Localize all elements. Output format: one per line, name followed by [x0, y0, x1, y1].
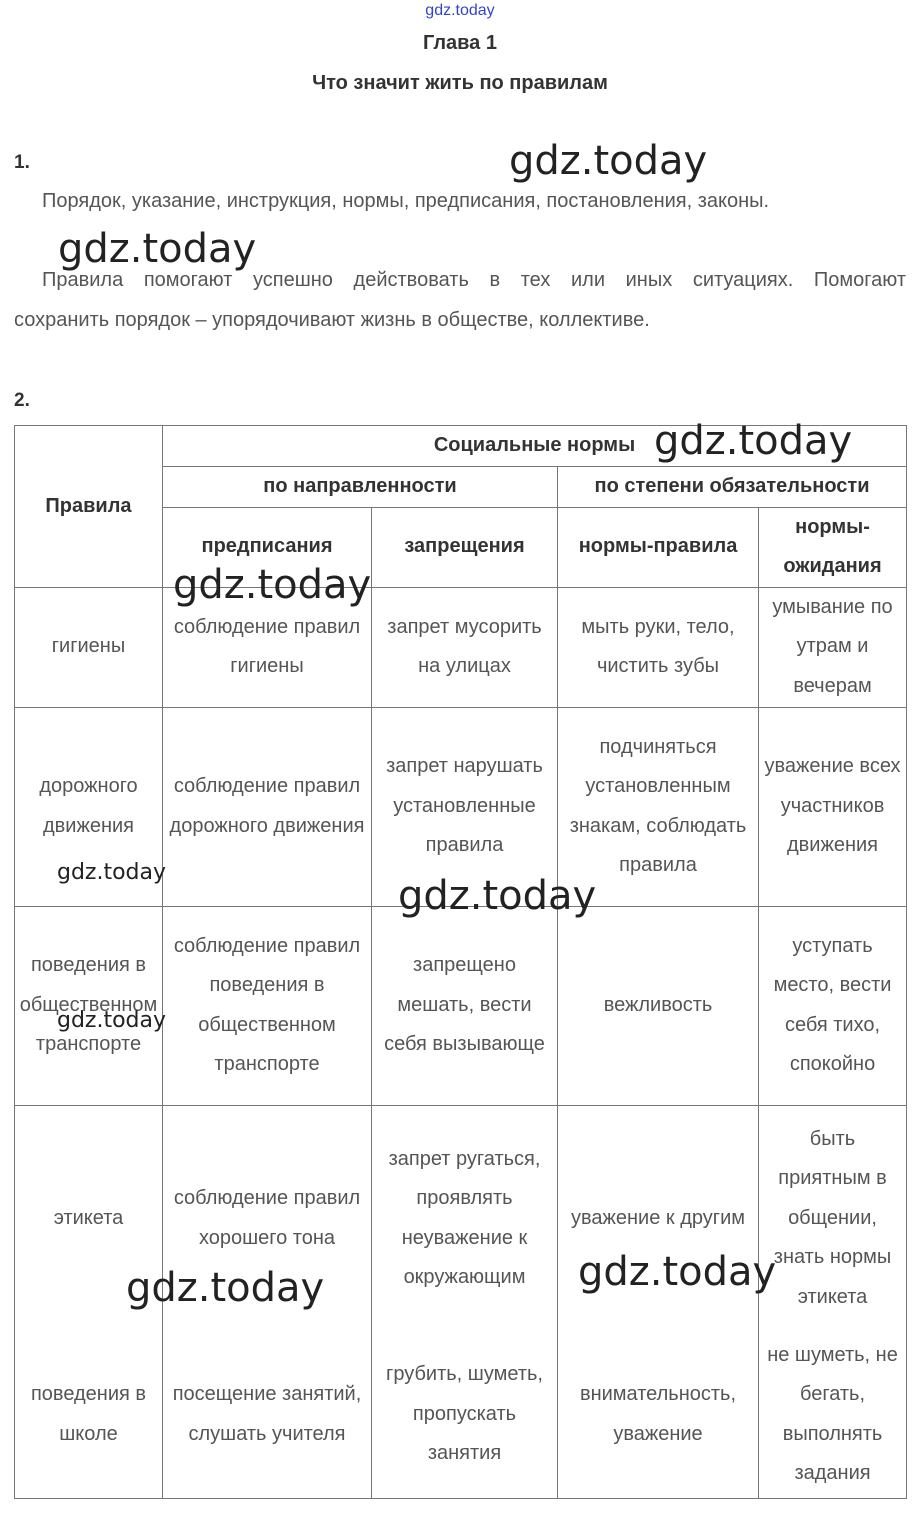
- row-rule: гигиены: [15, 587, 163, 707]
- table-row-public-transport: [15, 906, 907, 1105]
- row-rule: дорожного движения: [15, 707, 163, 906]
- row-norm-rule: внимательность, уважение: [579, 1383, 737, 1445]
- row-norm-expectation: умывание по утрам и вечерам: [759, 587, 907, 707]
- watermark: gdz.today: [57, 1008, 167, 1033]
- chapter-heading: Глава 1: [422, 32, 497, 54]
- column-norms-rules: нормы-правила: [558, 507, 759, 587]
- watermark: gdz.today: [58, 226, 257, 272]
- social-norms-table: [14, 425, 907, 1499]
- row-norm-expectation: уступать место, вести себя тихо, спокойно: [759, 906, 907, 1105]
- row-norm-rule: подчиняться установленным знакам, соблюдать правила: [558, 707, 759, 906]
- chapter-title: Что значит жить по правилам: [312, 72, 608, 94]
- row-prescription: соблюдение правил хорошего тона: [173, 1187, 361, 1249]
- row-rule: этикета: [53, 1206, 124, 1229]
- table-row-etiquette-and-school: [15, 1105, 907, 1498]
- row-rule: поведения в школе: [30, 1383, 147, 1445]
- row-norm-rule: вежливость: [558, 906, 759, 1105]
- row-norm-rule: мыть руки, тело, чистить зубы: [558, 587, 759, 707]
- task1-number: 1.: [14, 152, 30, 173]
- row-prescription: соблюдение правил гигиены: [163, 587, 372, 707]
- top-watermark: gdz.today: [425, 2, 495, 19]
- row-prohibition: запрет мусорить на улицах: [372, 587, 558, 707]
- row-norm-expectation: быть приятным в общении, знать нормы этикета: [773, 1127, 892, 1308]
- watermark: gdz.today: [57, 860, 167, 885]
- header-by-direction: по направленности: [163, 466, 558, 507]
- row-prohibition: запрещено мешать, вести себя вызывающе: [372, 906, 558, 1105]
- row-norm-expectation: уважение всех участников движения: [759, 707, 907, 906]
- row-prescription: соблюдение правил поведения в общественном транспорте: [163, 906, 372, 1105]
- watermark: gdz.today: [578, 1249, 777, 1295]
- watermark: gdz.today: [173, 562, 372, 608]
- row-prohibition: грубить, шуметь, пропускать занятия: [386, 1363, 543, 1465]
- column-prescriptions: предписания: [163, 507, 372, 587]
- column-norms-expectations: нормы-ожидания: [759, 507, 907, 587]
- row-norm-rule: уважение к другим: [570, 1206, 745, 1229]
- table-row-traffic: [15, 707, 907, 906]
- task2-number: 2.: [14, 390, 30, 411]
- row-prohibition: запрет нарушать установленные правила: [372, 707, 558, 906]
- header-by-obligation: по степени обязательности: [558, 466, 907, 507]
- task1-paragraph-2-line-2: сохранить порядок – упорядочивают жизнь в обществе, коллективе.: [14, 309, 650, 331]
- watermark: gdz.today: [509, 138, 708, 184]
- row-prescription: посещение занятий, слушать учителя: [172, 1383, 362, 1445]
- row-rule: поведения в общественном транспорте: [15, 906, 163, 1105]
- watermark: gdz.today: [126, 1265, 325, 1311]
- watermark: gdz.today: [654, 418, 853, 464]
- header-rules: Правила: [15, 426, 163, 588]
- row-prescription: соблюдение правил дорожного движения: [163, 707, 372, 906]
- column-prohibitions: запрещения: [372, 507, 558, 587]
- row-norm-expectation: не шуметь, не бегать, выполнять задания: [767, 1343, 898, 1484]
- task1-paragraph-1: Порядок, указание, инструкция, нормы, предписания, постановления, законы.: [42, 190, 770, 212]
- row-prohibition: запрет ругаться, проявлять неуважение к окружающим: [388, 1147, 541, 1288]
- watermark: gdz.today: [398, 873, 597, 919]
- table-row-hygiene: [15, 587, 907, 707]
- task1-paragraph-2-line-1: Правила помогают успешно действовать в тех или иных ситуациях. Помогают: [42, 269, 906, 291]
- header-social-norms: Социальные нормы: [163, 426, 907, 467]
